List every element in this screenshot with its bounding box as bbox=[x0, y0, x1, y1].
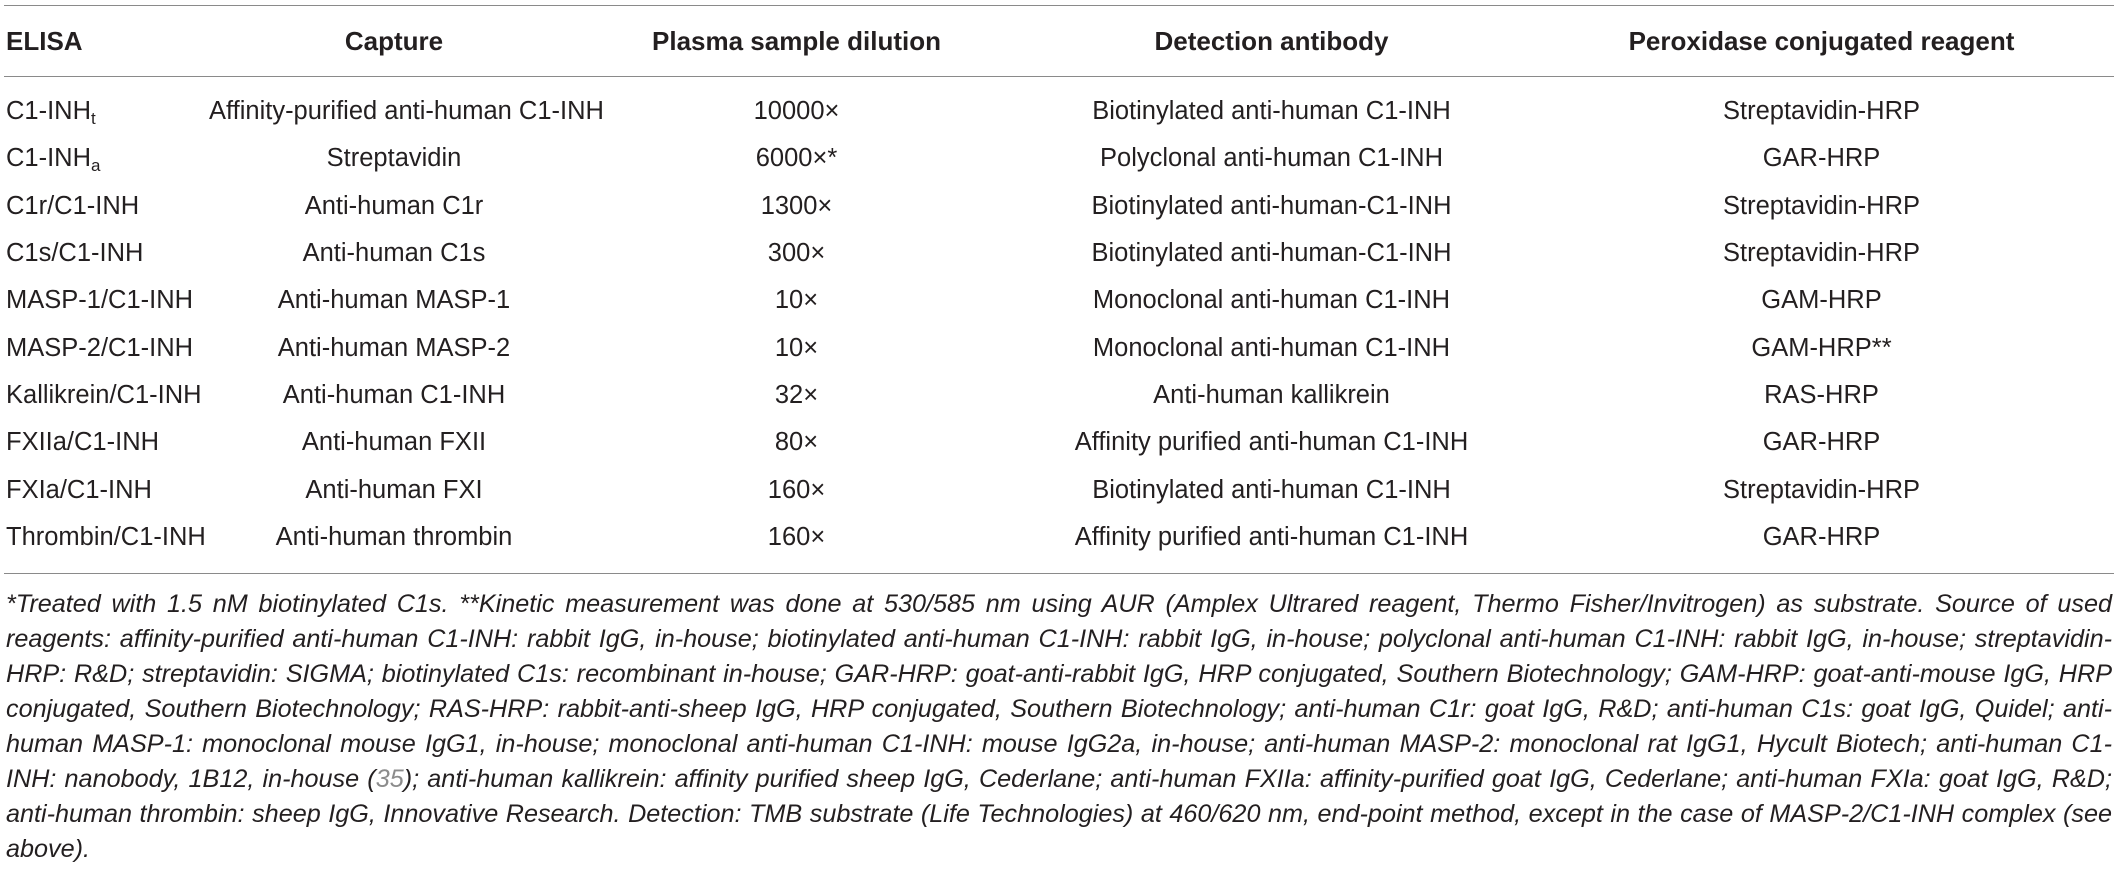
reference-link[interactable]: 35 bbox=[375, 764, 404, 793]
elisa-table bbox=[4, 5, 2114, 574]
header-peroxidase-reagent: Peroxidase conjugated reagent bbox=[1628, 25, 2015, 56]
cell-capture: Anti-human MASP-1 bbox=[277, 286, 511, 315]
table-row bbox=[4, 277, 2114, 324]
document-page bbox=[0, 5, 2118, 889]
cell-elisa: MASP-1/C1-INH bbox=[6, 286, 194, 315]
cell-elisa: Thrombin/C1-INH bbox=[6, 522, 206, 551]
cell-detection: Biotinylated anti-human-C1-INH bbox=[1091, 239, 1452, 268]
cell-peroxidase: Streptavidin-HRP bbox=[1723, 191, 1920, 220]
cell-capture: Anti-human FXI bbox=[305, 475, 483, 504]
footnote-text-after-reference: ); anti-human kallikrein: affinity purified sheep IgG, Cederlane; anti-human FXIIa: affinity-purified goat IgG, Cederlane; anti-human FXIa: goat IgG, R&D; anti-human thrombin: sheep IgG, Innovative Research. Detection: TMB substrate (Life Technologies) at 460/620 nm, end-point method, except in the case of MASP-2/C1-INH complex (see above). bbox=[6, 764, 2112, 863]
table-row bbox=[4, 419, 2114, 466]
cell-dilution: 10× bbox=[774, 333, 819, 362]
cell-detection: Biotinylated anti-human C1-INH bbox=[1092, 475, 1451, 504]
table-row bbox=[4, 372, 2114, 419]
elisa-name: C1-INH bbox=[6, 144, 92, 173]
table-footnote bbox=[4, 587, 2112, 867]
cell-capture: Anti-human thrombin bbox=[275, 522, 513, 551]
cell-elisa: FXIIa/C1-INH bbox=[6, 428, 160, 457]
cell-elisa: Kallikrein/C1-INH bbox=[6, 380, 202, 409]
cell-detection: Biotinylated anti-human C1-INH bbox=[1092, 97, 1451, 126]
header-detection-antibody: Detection antibody bbox=[1154, 25, 1389, 56]
cell-dilution: 300× bbox=[767, 239, 826, 268]
table-row bbox=[4, 324, 2114, 371]
cell-dilution: 160× bbox=[767, 475, 826, 504]
table-row bbox=[4, 230, 2114, 277]
table-body bbox=[4, 77, 2114, 574]
footnote-text-before-reference: *Treated with 1.5 nM biotinylated C1s. **Kinetic measurement was done at 530/585 nm using AUR (Amplex Ultrared reagent, Thermo Fisher/Invitrogen) as substrate. Source of used reagents: affinity-purified anti-human C1-INH: rabbit IgG, in-house; biotinylated anti-human C1-INH: rabbit IgG, in-house; polyclonal anti-human C1-INH: rabbit IgG, in-house; streptavidin-HRP: R&D; streptavidin: SIGMA; biotinylated C1s: recombinant in-house; GAR-HRP: goat-anti-rabbit IgG, HRP conjugated, Southern Biotechnology; GAM-HRP: goat-anti-mouse IgG, HRP conjugated, Southern Biotechnology; RAS-HRP: rabbit-anti-sheep IgG, HRP conjugated, Southern Biotechnology; anti-human C1r: goat IgG, R&D; anti-human C1s: goat IgG, Quidel; anti-human MASP-1: monoclonal mouse IgG1, in-house; monoclonal anti-human C1-INH: mouse IgG2a, in-house; anti-human MASP-2: monoclonal rat IgG1, Hycult Biotech; anti-human C1-INH: nanobody, 1B12, in-house ( bbox=[6, 589, 2112, 793]
cell-peroxidase: GAR-HRP bbox=[1762, 144, 1881, 173]
elisa-subscript: a bbox=[91, 156, 101, 176]
cell-detection: Biotinylated anti-human-C1-INH bbox=[1091, 191, 1452, 220]
cell-dilution: 1300× bbox=[760, 191, 833, 220]
cell-capture: Streptavidin bbox=[326, 144, 462, 173]
table-row bbox=[4, 77, 2114, 136]
cell-capture: Anti-human C1-INH bbox=[282, 380, 506, 409]
cell-peroxidase: Streptavidin-HRP bbox=[1723, 475, 1920, 504]
cell-detection: Polyclonal anti-human C1-INH bbox=[1100, 144, 1443, 173]
cell-detection: Anti-human kallikrein bbox=[1153, 380, 1390, 409]
cell-dilution: 10000× bbox=[753, 97, 840, 126]
header-row bbox=[4, 6, 2114, 77]
cell-peroxidase: GAM-HRP bbox=[1761, 286, 1882, 315]
cell-peroxidase: GAM-HRP** bbox=[1751, 333, 1892, 362]
cell-dilution: 32× bbox=[774, 380, 819, 409]
cell-elisa bbox=[4, 135, 209, 182]
table-row bbox=[4, 466, 2114, 513]
table-header bbox=[4, 6, 2114, 77]
cell-capture: Affinity-purified anti-human C1-INH bbox=[209, 97, 604, 126]
cell-peroxidase: GAR-HRP bbox=[1762, 522, 1881, 551]
cell-detection: Affinity purified anti-human C1-INH bbox=[1074, 522, 1469, 551]
cell-detection: Monoclonal anti-human C1-INH bbox=[1092, 286, 1451, 315]
cell-peroxidase: Streptavidin-HRP bbox=[1723, 97, 1920, 126]
cell-dilution: 160× bbox=[767, 522, 826, 551]
cell-detection: Affinity purified anti-human C1-INH bbox=[1074, 428, 1469, 457]
table-row bbox=[4, 183, 2114, 230]
cell-elisa: FXIa/C1-INH bbox=[6, 475, 152, 504]
header-elisa: ELISA bbox=[6, 25, 83, 56]
cell-peroxidase: GAR-HRP bbox=[1762, 428, 1881, 457]
table-row bbox=[4, 135, 2114, 182]
cell-peroxidase: Streptavidin-HRP bbox=[1723, 239, 1920, 268]
cell-capture: Anti-human C1s bbox=[302, 239, 486, 268]
cell-dilution: 80× bbox=[774, 428, 819, 457]
elisa-name: C1-INH bbox=[6, 97, 92, 126]
header-capture: Capture bbox=[344, 25, 444, 56]
cell-peroxidase: RAS-HRP bbox=[1764, 380, 1879, 409]
table-row bbox=[4, 514, 2114, 574]
cell-dilution: 10× bbox=[774, 286, 819, 315]
cell-capture: Anti-human FXII bbox=[301, 428, 487, 457]
elisa-subscript: t bbox=[91, 109, 96, 129]
header-plasma-dilution: Plasma sample dilution bbox=[652, 25, 941, 56]
cell-dilution: 6000×* bbox=[755, 144, 838, 173]
cell-capture: Anti-human C1r bbox=[304, 191, 484, 220]
cell-detection: Monoclonal anti-human C1-INH bbox=[1092, 333, 1451, 362]
cell-elisa: C1s/C1-INH bbox=[6, 239, 144, 268]
cell-capture: Anti-human MASP-2 bbox=[277, 333, 511, 362]
cell-elisa bbox=[4, 77, 209, 136]
cell-elisa: MASP-2/C1-INH bbox=[6, 333, 194, 362]
cell-elisa: C1r/C1-INH bbox=[6, 191, 140, 220]
